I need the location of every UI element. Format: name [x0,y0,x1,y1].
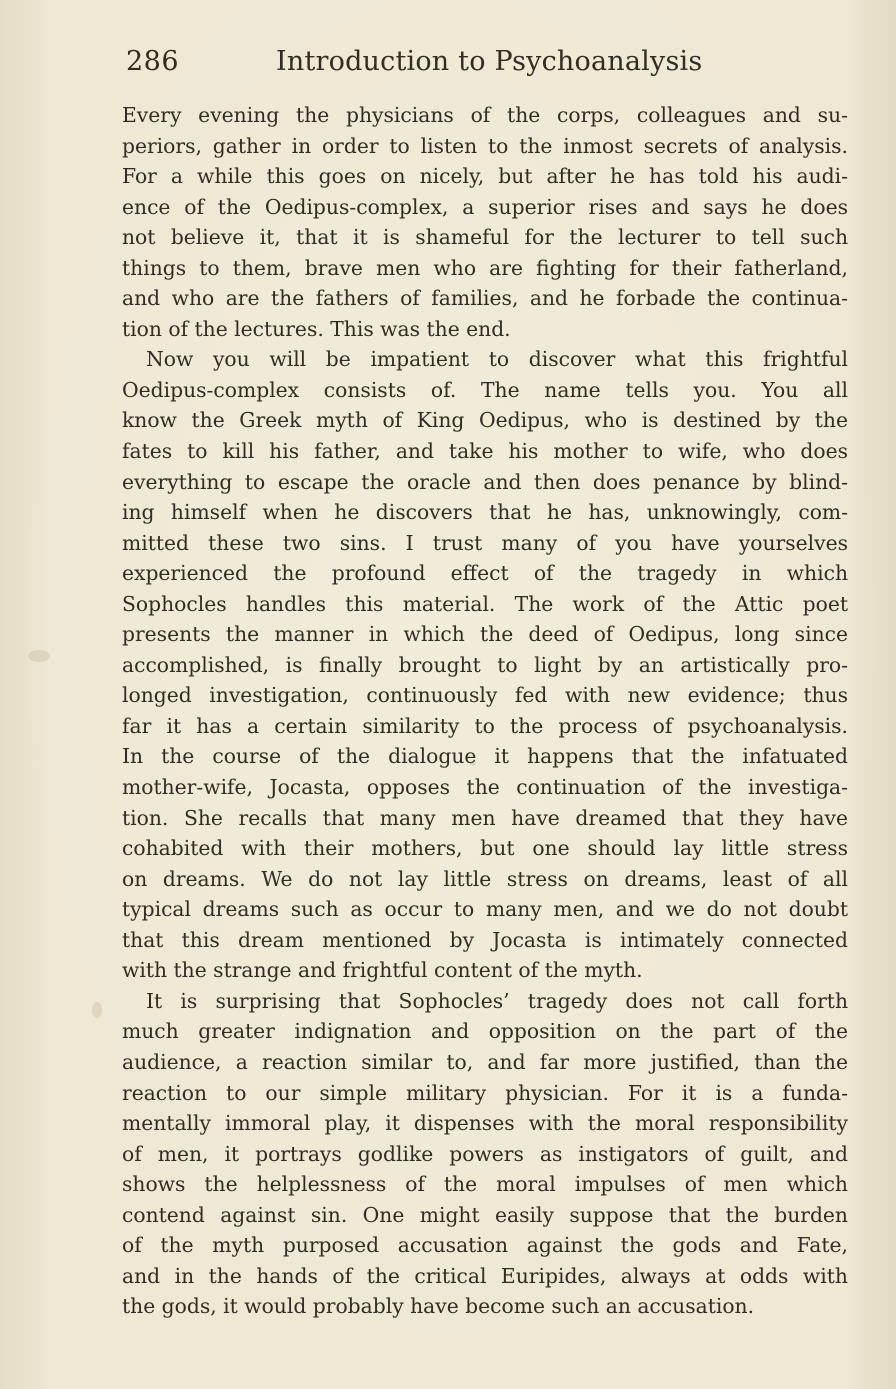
text-line: typical dreams such as occur to many men, and we do not doubt [122,897,848,922]
body-text [122,100,848,1322]
text-line: much greater indignation and opposition on the part of the [122,1019,848,1044]
text-line: audience, a reaction similar to, and far more justified, than the [122,1049,848,1074]
text-line: contend against sin. One might easily suppose that the burden [122,1202,848,1227]
page-number: 286 [126,46,180,77]
text-line: tion of the lectures. This was the end. [122,316,511,341]
text-line: tion. She recalls that many men have dreamed that they have [122,805,848,830]
text-line: Every evening the physicians of the corps, colleagues and su- [122,103,848,127]
paragraph [122,100,848,344]
text-line: experienced the profound effect of the tragedy in which [122,561,848,586]
page-header [126,42,706,84]
text-line: ence of the Oedipus-complex, a superior rises and says he does [122,194,848,219]
text-line: Sophocles handles this material. The work of the Attic poet [122,591,848,616]
text-line: cohabited with their mothers, but one should lay little stress [122,836,848,861]
text-line: For a while this goes on nicely, but after he has told his audi- [122,164,848,189]
text-line: shows the helplessness of the moral impulses of men which [122,1172,848,1197]
text-line: It is surprising that Sophocles’ tragedy does not call forth [146,988,848,1013]
text-line: the gods, it would probably have become such an accusation. [122,1294,755,1319]
paragraph [122,986,848,1322]
text-line: know the Greek myth of King Oedipus, who is destined by the [122,408,848,433]
text-line: that this dream mentioned by Jocasta is intimately connected [122,927,848,952]
text-line: mentally immoral play, it dispenses with the moral responsibility [122,1111,848,1136]
text-line: mitted these two sins. I trust many of you have yourselves [122,530,848,555]
text-line: everything to escape the oracle and then does penance by blind- [122,469,848,494]
text-line: far it has a certain similarity to the process of psychoanalysis. [122,713,848,738]
text-line: ing himself when he discovers that he has, unknowingly, com- [122,500,848,525]
paper-stain [92,1002,102,1018]
text-line: Oedipus-complex consists of. The name tells you. You all [122,377,848,402]
text-line: on dreams. We do not lay little stress on dreams, least of all [122,866,848,891]
paper-stain [28,650,50,662]
text-line: periors, gather in order to listen to the inmost secrets of analysis. [122,133,848,158]
text-line: fates to kill his father, and take his mother to wife, who does [122,439,848,464]
text-line: reaction to our simple military physician. For it is a funda- [122,1080,848,1105]
text-line: mother-wife, Jocasta, opposes the continuation of the investiga- [122,775,848,800]
text-line: In the course of the dialogue it happens that the infatuated [122,744,848,769]
text-line: with the strange and frightful content of the myth. [122,958,643,983]
running-title: Introduction to Psychoanalysis [276,46,703,77]
paragraph [122,344,848,985]
text-line: accomplished, is finally brought to light by an artistically pro- [122,652,848,677]
text-line: and in the hands of the critical Euripides, always at odds with [122,1263,848,1288]
text-line: of men, it portrays godlike powers as instigators of guilt, and [122,1141,848,1166]
text-line: and who are the fathers of families, and he forbade the continua- [122,286,848,311]
text-line: longed investigation, continuously fed with new evidence; thus [122,683,848,708]
text-line: not believe it, that it is shameful for the lecturer to tell such [122,225,848,250]
text-line: things to them, brave men who are fighting for their fatherland, [122,255,848,280]
text-line: Now you will be impatient to discover what this frightful [146,347,848,372]
text-line: presents the manner in which the deed of Oedipus, long since [122,622,848,647]
text-line: of the myth purposed accusation against the gods and Fate, [122,1233,848,1258]
